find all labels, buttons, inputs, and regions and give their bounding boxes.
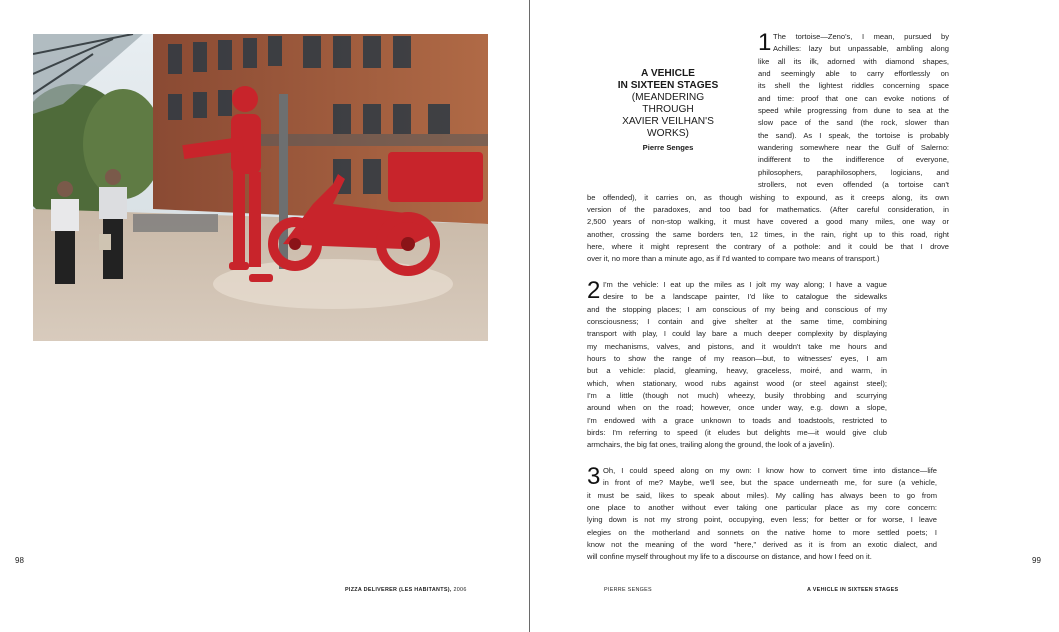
section-3 bbox=[587, 465, 937, 564]
text-line: The tortoise—Zeno's, I mean, pursued by bbox=[773, 32, 949, 41]
text-line: know not the meaning of the word "here," derived as it is from an exotic dialect, and bbox=[587, 540, 937, 550]
text-line: desire to be a landscape painter, I'd like to catalogue the sidewalks bbox=[603, 292, 887, 302]
text-line: in front of me? Maybe, we'll see, but the space underneath me, for sure (a vehicle, bbox=[603, 478, 937, 488]
text-line: like all its ilk, adorned with diamond shapes, bbox=[758, 56, 949, 66]
section-1-wide bbox=[587, 192, 949, 266]
author-name: Pierre Senges bbox=[642, 143, 694, 152]
text-line: philosophers, paraphilosophers, logicians, and bbox=[758, 167, 949, 177]
left-page bbox=[0, 0, 529, 632]
section-number: 1 bbox=[758, 29, 772, 56]
text-line: indifferent to the indifference of everyone, bbox=[758, 155, 949, 165]
essay-title-block bbox=[608, 68, 728, 152]
text-line: which, when stationary, wood rubs against wood (or steel against steel); bbox=[587, 378, 887, 388]
page-number-right: 99 bbox=[1032, 556, 1041, 565]
text-line: my mechanisms, valves, and pistons, and it wouldn't take me hours and bbox=[587, 341, 887, 351]
text-line: Oh, I could speed along on my own: I know how to convert time into distance—life bbox=[603, 466, 937, 475]
section-1-narrow bbox=[758, 31, 949, 191]
text-line: over it, no more than a minute ago, as if I'd wanted to compare two means of transport.) bbox=[587, 254, 880, 264]
section-2 bbox=[587, 279, 887, 452]
section-number: 2 bbox=[587, 277, 601, 304]
footer-title-text: A VEHICLE IN SIXTEEN STAGES bbox=[807, 587, 899, 593]
right-page bbox=[530, 0, 1059, 632]
section-number: 3 bbox=[587, 463, 601, 490]
photo-caption bbox=[345, 587, 467, 593]
text-line: version of the paradoxes, and too bad for mathematics. (After careful consideration, in bbox=[587, 204, 949, 214]
footer-author: PIERRE SENGES bbox=[604, 587, 652, 593]
text-line: it must be said, likes to speak about miles). My calling has always been to go from bbox=[587, 490, 937, 500]
text-line: I'm the vehicle: I eat up the miles as I jolt my way along; I have a vague bbox=[603, 280, 887, 289]
caption-year: 2006 bbox=[453, 587, 467, 593]
text-line: wandering somewhere near the Gulf of Salerno: bbox=[758, 143, 949, 153]
title-line: (MEANDERING bbox=[631, 92, 705, 103]
text-line: will confine myself throughout my life to a discourse on distance, and how I feed on it. bbox=[587, 552, 872, 562]
footer-title bbox=[807, 587, 898, 593]
text-line: I'm endowed with a grace unknown to toads and toadstools, restricted to bbox=[587, 415, 887, 425]
text-line: here, where it might represent the contrary of a pothole: and it could be that I drove bbox=[587, 241, 949, 251]
text-line: the sand). As I speak, the tortoise is probably bbox=[758, 130, 949, 140]
text-line: and time: proof that one can evoke notions of bbox=[758, 93, 949, 103]
text-line: another, crossing the same borders ten, 12 times, in the rain, right up to this road, right bbox=[587, 229, 949, 239]
text-line: lying down is not my strong point, occupying, even less; for better or for worse, I leave bbox=[587, 515, 937, 525]
pizza-deliverer-photo bbox=[33, 34, 488, 341]
text-line: and the stopping places; I am conscious of my being and conscious of my bbox=[587, 304, 887, 314]
text-line: I'm a little (though not much) wheezy, busily throbbing and scurrying bbox=[587, 391, 887, 401]
caption-title: PIZZA DELIVERER (LES HABITANTS), bbox=[345, 587, 452, 593]
text-line: birds: I'm referring to speed (it eludes but delights me—it would give club bbox=[587, 428, 887, 438]
text-line: 2,500 years of non-stop walking, it must have covered a good many miles, one way or bbox=[587, 217, 949, 227]
page-number-left: 98 bbox=[15, 556, 24, 565]
title-line: IN SIXTEEN STAGES bbox=[617, 80, 719, 91]
title-line: WORKS) bbox=[647, 128, 689, 139]
text-line: slow pace of the sand (the rock, slower than bbox=[758, 118, 949, 128]
text-line: strollers, not even offended (a tortoise can't bbox=[758, 180, 949, 190]
text-line: elegies on the motherland and sonnets on the native home to more settled poets; I bbox=[587, 527, 937, 537]
text-line: around when on the road; however, once under way, e.g. down a slope, bbox=[587, 403, 887, 413]
text-line: but a vehicle: placid, gleaming, heavy, graceless, moiré, and warm, in bbox=[587, 366, 887, 376]
title-line: A VEHICLE bbox=[641, 68, 695, 79]
text-line: its shell the lightest riddles concerning space bbox=[758, 81, 949, 91]
title-line: THROUGH bbox=[642, 104, 694, 115]
text-line: Achilles: lazy but unpassable, ambling along bbox=[773, 44, 949, 54]
title-line: XAVIER VEILHAN'S bbox=[622, 116, 714, 127]
text-line: speed while progressing from dune to sea at the bbox=[758, 106, 949, 116]
text-line: hours to show the range of my reason—but, to witnesses' eyes, I am bbox=[587, 354, 887, 364]
text-line: armchairs, the big fat ones, trailing along the ground, the look of a javelin). bbox=[587, 440, 835, 450]
text-line: and seemingly able to carry effortlessly on bbox=[758, 69, 949, 79]
text-line: consciousness; I contain and give shelter at the same time, combining bbox=[587, 317, 887, 327]
text-line: transport with play, I could lay bare a much deeper complexity by displaying bbox=[587, 329, 887, 339]
text-line: one place to another without ever taking one particular place as my core concern: bbox=[587, 503, 937, 513]
text-line: be offended), it carries on, as though wishing to expound, as it creeps along, its own bbox=[587, 192, 949, 202]
